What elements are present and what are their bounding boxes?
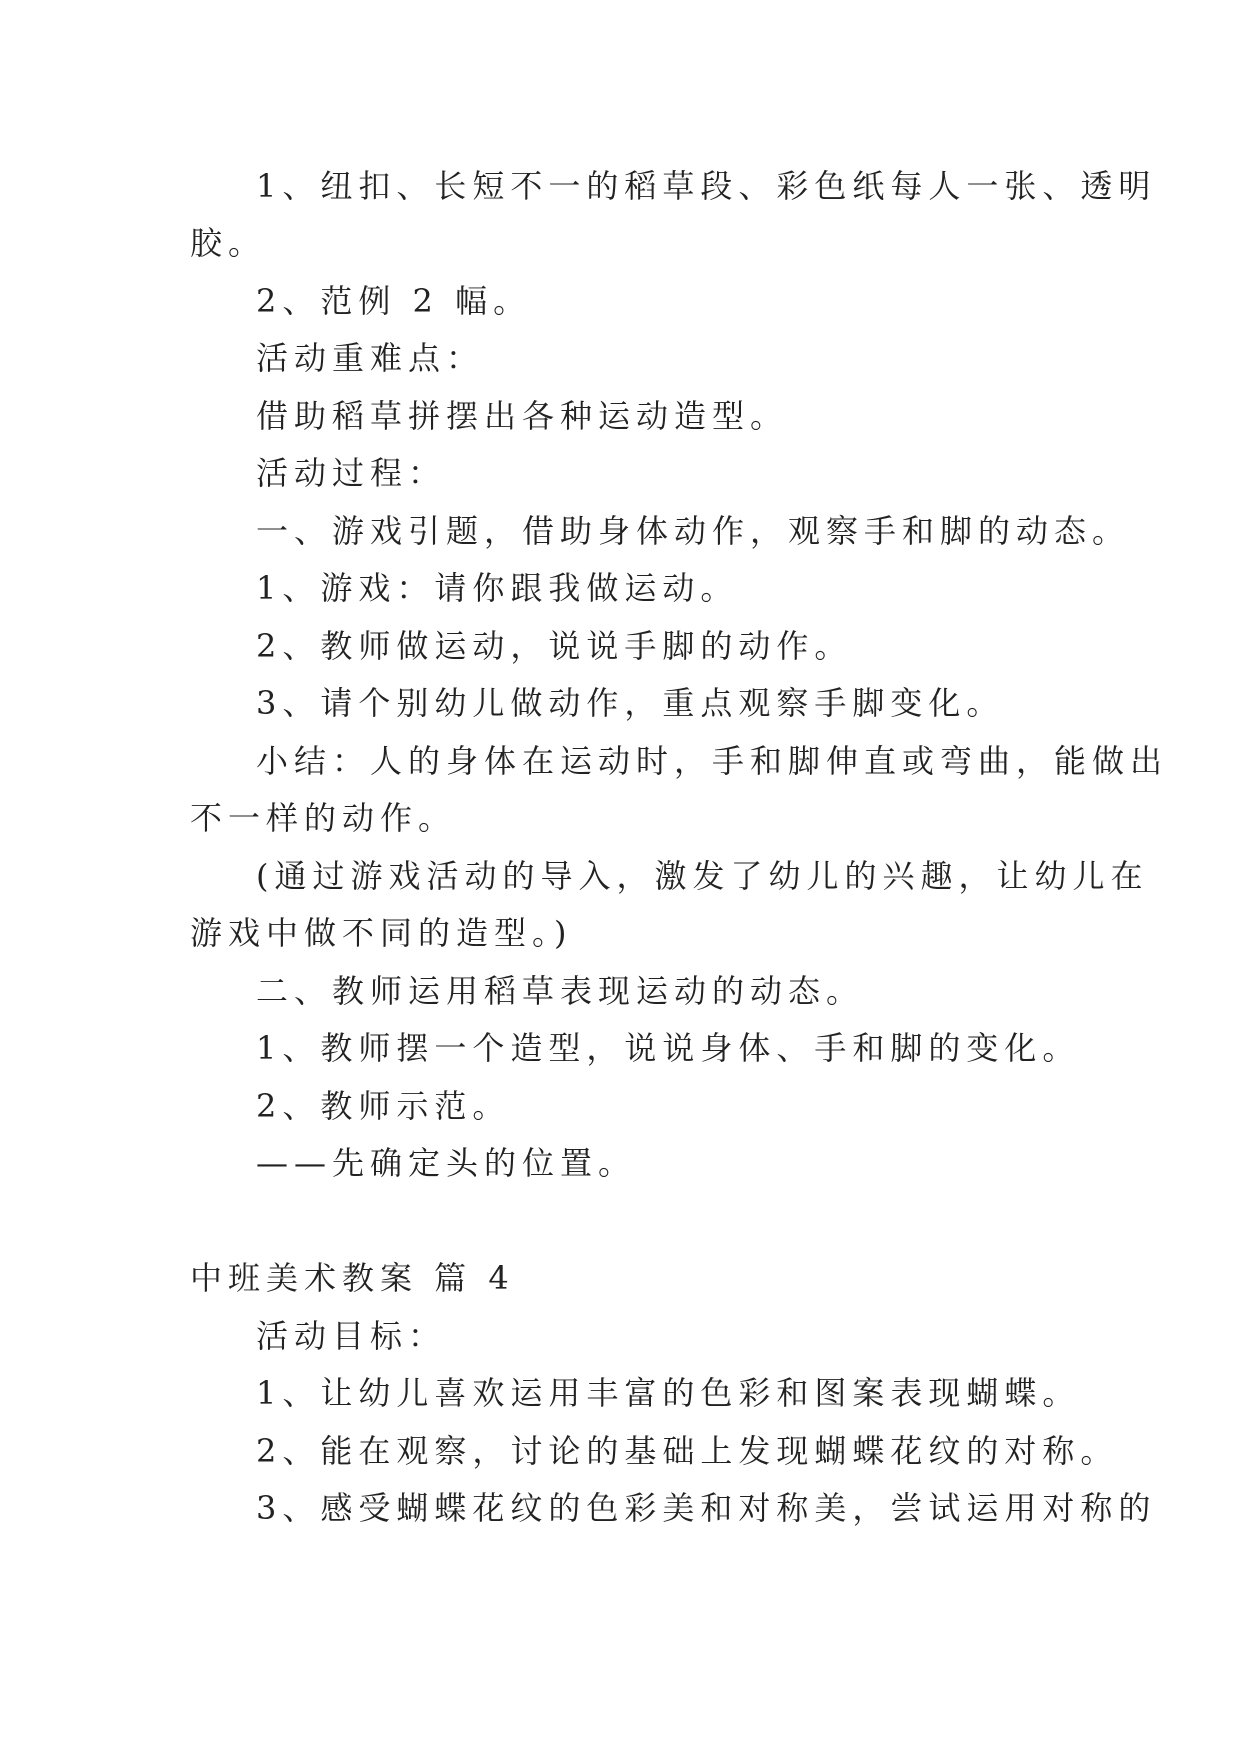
section-title: 中班美术教案 篇 4 [190, 1259, 515, 1297]
paragraph-line: 2、能在观察，讨论的基础上发现蝴蝶花纹的对称。 [256, 1432, 1119, 1470]
paragraph-line: 1、让幼儿喜欢运用丰富的色彩和图案表现蝴蝶。 [256, 1374, 1081, 1412]
section-heading: 活动过程： [256, 454, 447, 492]
section-heading: 活动重难点： [256, 339, 485, 377]
paragraph-line: 1、纽扣、长短不一的稻草段、彩色纸每人一张、透明 [256, 167, 1157, 205]
paragraph-line: ——先确定头的位置。 [256, 1144, 637, 1182]
paragraph-line: 小结：人的身体在运动时，手和脚伸直或弯曲，能做出 [256, 742, 1169, 780]
paragraph-line: 借助稻草拼摆出各种运动造型。 [256, 397, 789, 435]
paragraph-line: 1、教师摆一个造型，说说身体、手和脚的变化。 [256, 1029, 1081, 1067]
paragraph-line: 不一样的动作。 [190, 799, 457, 837]
paragraph-line: 2、范例 2 幅。 [256, 282, 532, 320]
paragraph-line: 胶。 [190, 224, 267, 262]
paragraph-line: (通过游戏活动的导入，激发了幼儿的兴趣，让幼儿在 [256, 857, 1149, 895]
paragraph-line: 2、教师示范。 [256, 1087, 511, 1125]
paragraph-line: 游戏中做不同的造型。) [190, 914, 573, 952]
section-heading: 活动目标： [256, 1317, 447, 1355]
paragraph-line: 3、感受蝴蝶花纹的色彩美和对称美，尝试运用对称的 [256, 1489, 1157, 1527]
paragraph-line: 1、游戏：请你跟我做运动。 [256, 569, 739, 607]
paragraph-line: 3、请个别幼儿做动作，重点观察手脚变化。 [256, 684, 1005, 722]
paragraph-line: 二、教师运用稻草表现运动的动态。 [256, 972, 865, 1010]
paragraph-line: 一、游戏引题，借助身体动作，观察手和脚的动态。 [256, 512, 1131, 550]
paragraph-line: 2、教师做运动，说说手脚的动作。 [256, 627, 853, 665]
